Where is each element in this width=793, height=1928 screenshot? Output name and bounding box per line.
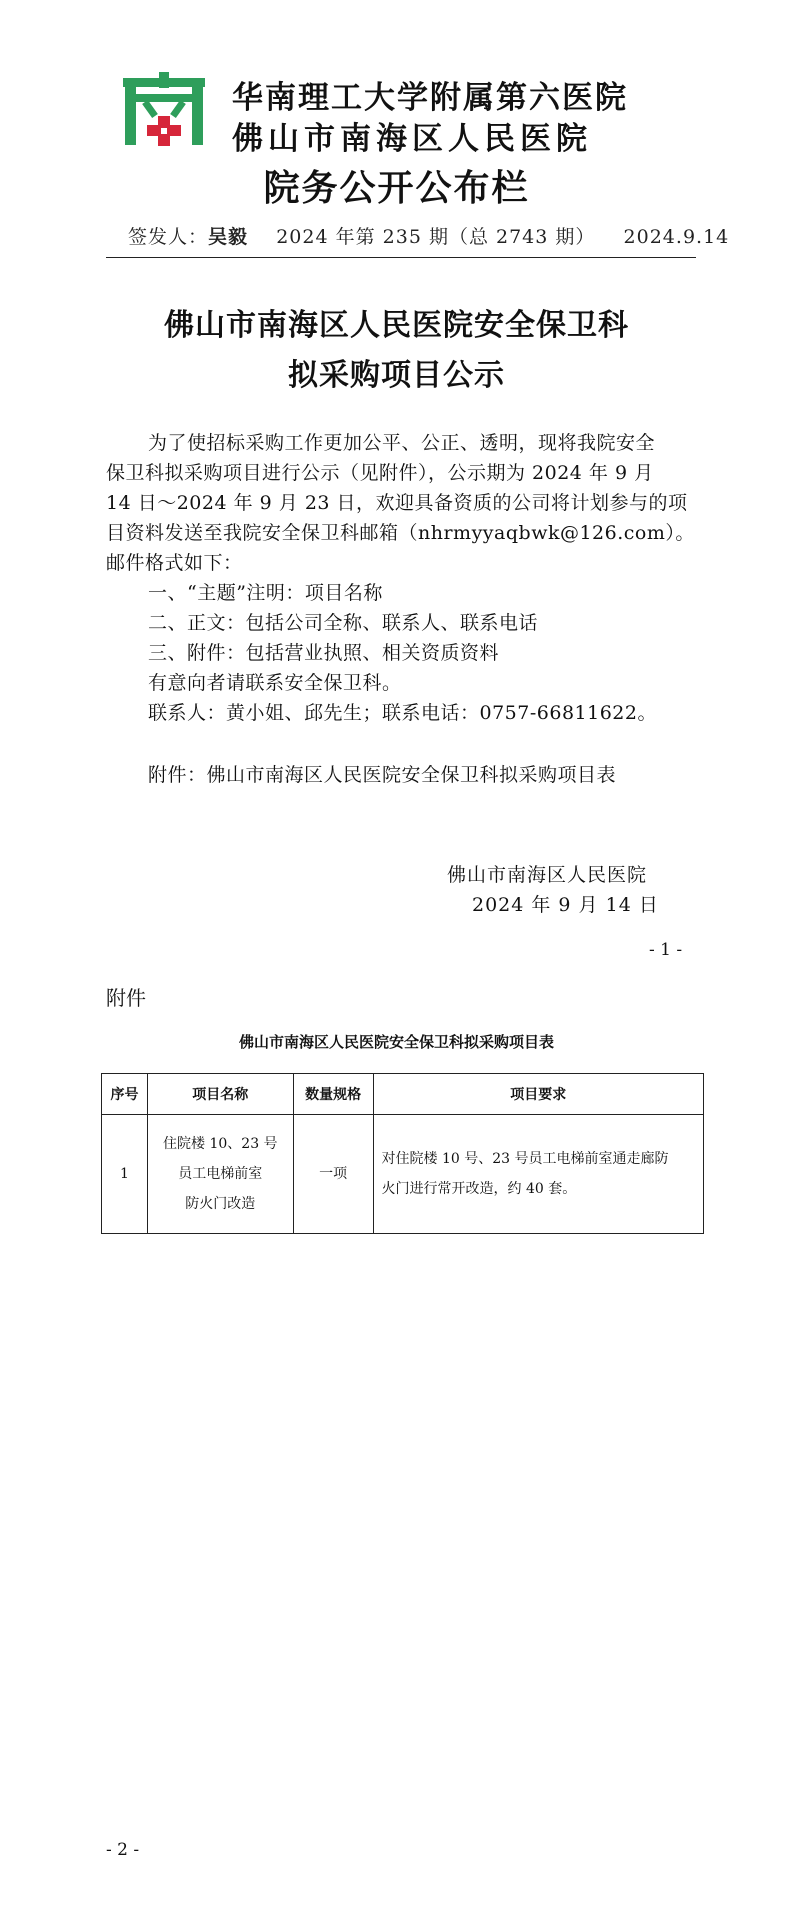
body-line-7: 二、正文：包括公司全称、联系人、联系电话 [148, 612, 539, 634]
body-line-10: 联系人：黄小姐、邱先生；联系电话：0757-66811622。 [148, 702, 657, 724]
board-title: 院务公开公布栏 [263, 168, 530, 209]
issue-date: 2024.9.14 [623, 226, 730, 248]
cell-name [147, 1115, 293, 1234]
page-number-2: - 2 - [106, 1840, 140, 1860]
attachment-label: 附件 [106, 986, 146, 1010]
body-line-1: 为了使招标采购工作更加公平、公正、透明，现将我院安全 [148, 432, 656, 454]
cell-name-line: 住院楼 10、23 号 [163, 1136, 278, 1152]
cell-requirement [373, 1115, 703, 1234]
body-line-3: 14 日～2024 年 9 月 23 日，欢迎具备资质的公司将计划参与的项 [106, 492, 688, 514]
cell-requirement-line: 对住院楼 10 号、23 号员工电梯前室通走廊防 [381, 1151, 669, 1167]
cell-requirement-line: 火门进行常开改造，约 40 套。 [381, 1181, 577, 1197]
cell-no: 1 [102, 1115, 148, 1234]
cell-name-line: 防火门改造 [185, 1196, 256, 1212]
issue-info: 2024 年第 235 期（总 2743 期） [276, 226, 596, 248]
table-row [102, 1115, 704, 1234]
table-header-row [102, 1074, 704, 1115]
body-line-5: 邮件格式如下： [106, 552, 243, 574]
cell-quantity: 一项 [293, 1115, 373, 1234]
col-header-requirement: 项目要求 [373, 1074, 703, 1115]
body-line-4: 目资料发送至我院安全保卫科邮箱（nhrmyyaqbwk@126.com）。 [106, 522, 695, 544]
header-divider [106, 257, 696, 258]
notice-title-line1: 佛山市南海区人民医院安全保卫科 [164, 308, 629, 343]
hospital-logo [123, 72, 205, 148]
procurement-table [101, 1073, 704, 1234]
body-line-9: 有意向者请联系安全保卫科。 [148, 672, 402, 694]
issuer-name: 吴毅 [208, 226, 249, 248]
hospital-name-line1: 华南理工大学附属第六医院 [232, 80, 628, 116]
cell-name-line: 员工电梯前室 [178, 1166, 263, 1182]
table-title: 佛山市南海区人民医院安全保卫科拟采购项目表 [238, 1033, 554, 1051]
hospital-name-line2: 佛山市南海区人民医院 [232, 121, 592, 157]
body-line-2: 保卫科拟采购项目进行公示（见附件），公示期为 2024 年 9 月 [106, 462, 654, 484]
notice-title-line2: 拟采购项目公示 [288, 358, 505, 393]
issuer-label: 签发人： [128, 226, 209, 248]
body-line-8: 三、附件：包括营业执照、相关资质资料 [148, 642, 500, 664]
col-header-no: 序号 [102, 1074, 148, 1115]
col-header-name: 项目名称 [147, 1074, 293, 1115]
issuer-line [128, 222, 729, 249]
attachment-note: 附件：佛山市南海区人民医院安全保卫科拟采购项目表 [148, 764, 617, 786]
page-number-1: - 1 - [649, 940, 683, 960]
signature-org: 佛山市南海区人民医院 [447, 864, 648, 886]
body-line-6: 一、“主题”注明：项目名称 [148, 582, 383, 604]
col-header-quantity: 数量规格 [293, 1074, 373, 1115]
signature-date: 2024 年 9 月 14 日 [472, 894, 659, 916]
